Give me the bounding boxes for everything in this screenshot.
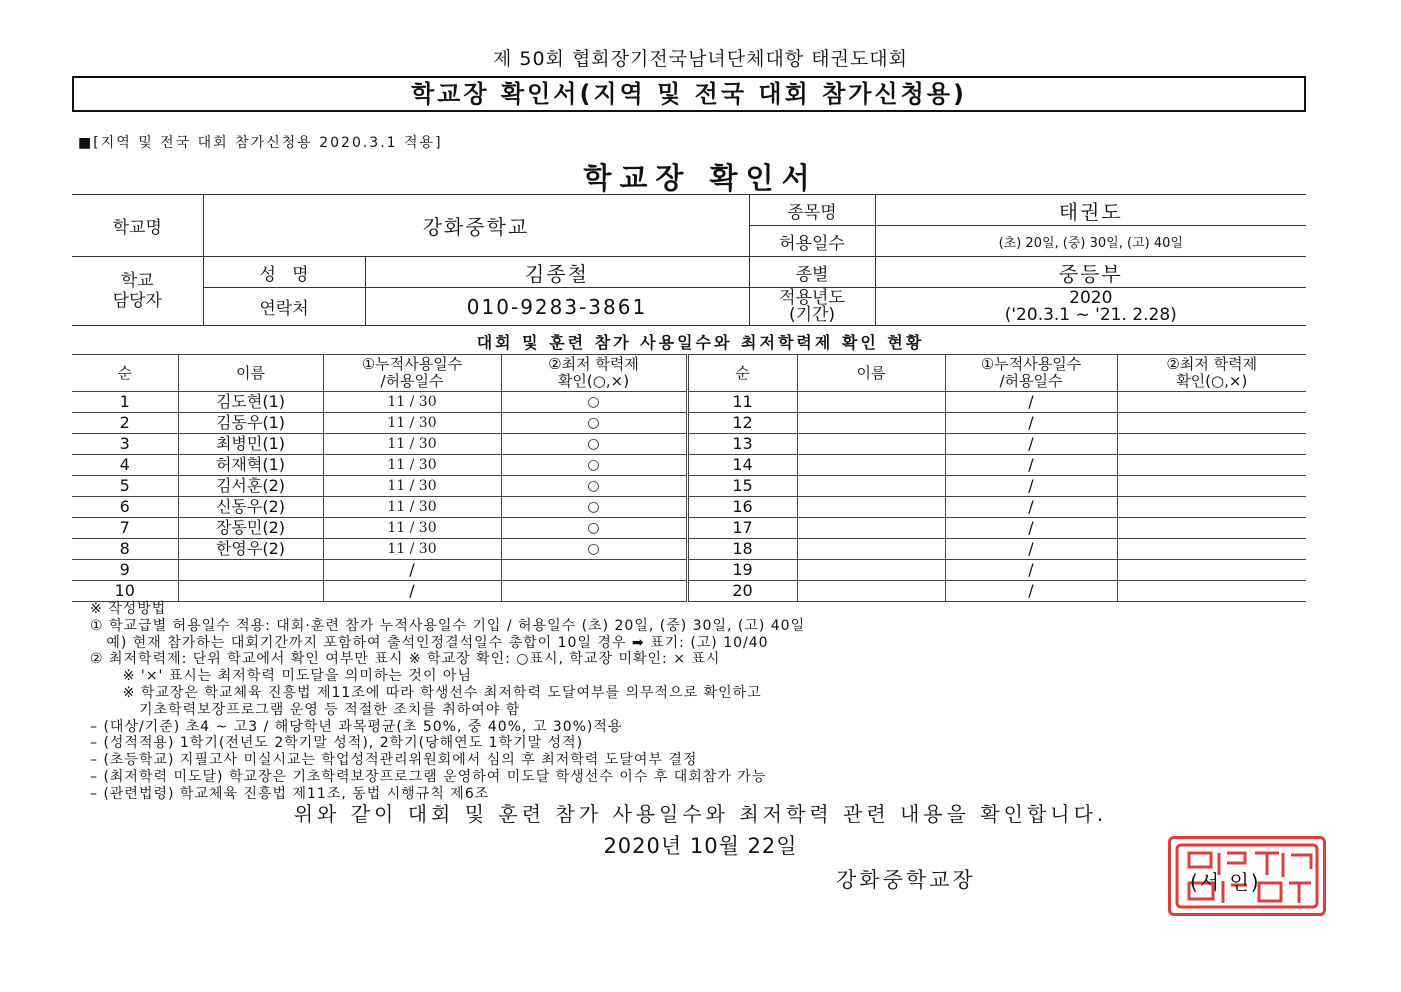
row-name: 장동민(2) [178,518,323,539]
school-name-value: 강화중학교 [203,195,749,257]
table-row [72,455,1306,476]
name-label: 성 명 [203,257,365,288]
row-no: 3 [72,434,178,455]
manager-label: 학교 담당자 [72,257,203,326]
row-no: 16 [687,497,797,518]
row-check [1117,455,1306,476]
note-line: – (초등학교) 지필고사 미실시교는 학업성적관리위원회에서 심의 후 최저학력 도달여부 결정 [90,752,698,769]
row-check: ○ [501,392,687,413]
row-no: 11 [687,392,797,413]
event-label: 종목명 [749,195,875,226]
allowed-days-value: (초) 20일, (중) 30일, (고) 40일 [875,226,1306,257]
row-days: / [945,560,1117,581]
row-name: 김동우(1) [178,413,323,434]
year-label: 적용년도 (기간) [749,288,875,326]
note-line: ① 학교급별 허용일수 적용: 대회·훈련 참가 누적사용일수 기입 / 허용일수 (초) 20일, (중) 30일, (고) 40일 [90,617,806,634]
row-name [797,539,945,560]
row-check: ○ [501,476,687,497]
instructions [90,601,1310,803]
note-line: ※ 학교장은 학교체육 진흥법 제11조에 따라 학생선수 최저학력 도달여부를 의무적으로 확인하고 [90,684,762,701]
row-name [797,560,945,581]
principal-name: 강화중학교장 [836,868,976,892]
row-no: 19 [687,560,797,581]
issue-date: 2020년 10월 22일 [603,834,798,858]
event-title: 제 50회 협회장기전국남녀단체대항 태권도대회 [492,48,909,70]
year-value: 2020 ('20.3.1 ~ '21. 2.28) [875,288,1306,326]
header-check-right: ②최저 학력제 확인(○,×) [1117,355,1306,392]
row-check [1117,581,1306,602]
row-name: 한영우(2) [178,539,323,560]
row-name [797,434,945,455]
header-no-left: 순 [72,355,178,392]
header-no-right: 순 [687,355,797,392]
row-check: ○ [501,455,687,476]
table-row [72,497,1306,518]
header-check-left: ②최저 학력제 확인(○,×) [501,355,687,392]
row-name [178,560,323,581]
row-days: / [945,392,1117,413]
header-days-left: ①누적사용일수 /허용일수 [323,355,501,392]
table-row [72,392,1306,413]
row-check: ○ [501,518,687,539]
row-no: 20 [687,581,797,602]
row-no: 14 [687,455,797,476]
row-days: 11 / 30 [323,434,501,455]
row-no: 9 [72,560,178,581]
row-days: 11 / 30 [323,476,501,497]
allowed-days-label: 허용일수 [749,226,875,257]
row-check [1117,434,1306,455]
document-title-box: 학교장 확인서(지역 및 전국 대회 참가신청용) [72,76,1306,112]
row-no: 10 [72,581,178,602]
type-label: 종별 [749,257,875,288]
row-name [797,581,945,602]
event-value: 태권도 [875,195,1306,226]
note-line: 기초학력보장프로그램 운영 등 적절한 조치를 취하여야 함 [90,701,521,718]
row-check [1117,476,1306,497]
name-value: 김종철 [365,257,749,288]
row-days: / [945,455,1117,476]
row-check [1117,539,1306,560]
status-table [72,354,1306,602]
table-row [72,413,1306,434]
row-days: / [945,581,1117,602]
row-days: / [945,413,1117,434]
row-no: 13 [687,434,797,455]
row-name: 최병민(1) [178,434,323,455]
row-no: 1 [72,392,178,413]
row-no: 12 [687,413,797,434]
row-days: / [945,497,1117,518]
table-row [72,518,1306,539]
table-row [72,560,1306,581]
row-days: 11 / 30 [323,392,501,413]
row-check: ○ [501,413,687,434]
row-name [797,476,945,497]
signature-mark: (서 인) [1190,870,1261,894]
row-name [178,581,323,602]
school-info-table [72,194,1306,326]
row-check: ○ [501,539,687,560]
row-days: / [323,581,501,602]
row-no: 4 [72,455,178,476]
row-no: 6 [72,497,178,518]
row-check [1117,560,1306,581]
row-no: 5 [72,476,178,497]
note-line: ※ '×' 표시는 최저학력 미도달을 의미하는 것이 아님 [90,668,472,685]
table-row [72,476,1306,497]
row-name [797,455,945,476]
row-days: 11 / 30 [323,455,501,476]
note-line: – (관련법령) 학교체육 진흥법 제11조, 동법 시행규칙 제6조 [90,785,490,802]
row-days: 11 / 30 [323,539,501,560]
row-days: / [945,539,1117,560]
row-days: 11 / 30 [323,413,501,434]
table-row [72,539,1306,560]
row-name [797,392,945,413]
contact-label: 연락처 [203,288,365,326]
row-check [1117,497,1306,518]
row-days: 11 / 30 [323,497,501,518]
row-name [797,497,945,518]
row-check [1117,518,1306,539]
table-row [72,434,1306,455]
row-name: 김서훈(2) [178,476,323,497]
header-days-right: ①누적사용일수 /허용일수 [945,355,1117,392]
row-no: 8 [72,539,178,560]
row-no: 7 [72,518,178,539]
row-name [797,413,945,434]
school-name-label: 학교명 [72,195,203,257]
row-no: 15 [687,476,797,497]
header-name-left: 이름 [178,355,323,392]
note-line: ※ 작성방법 [90,601,167,617]
row-days: 11 / 30 [323,518,501,539]
confirmation-statement: 위와 같이 대회 및 훈련 참가 사용일수와 최저학력 관련 내용을 확인합니다. [293,802,1108,826]
row-check [1117,392,1306,413]
note-line: – (최저학력 미도달) 학교장은 기초학력보장프로그램 운영하여 미도달 학생선수 이수 후 대회참가 가능 [90,768,767,785]
row-name: 신동우(2) [178,497,323,518]
note-line: ② 최저학력제: 단위 학교에서 확인 여부만 표시 ※ 학교장 확인: ○표시, 학교장 미확인: × 표시 [90,651,721,668]
row-no: 18 [687,539,797,560]
note-line: 예) 현재 참가하는 대회기간까지 포함하여 출석인정결석일수 총합이 10일 경우 ➡ 표기: (고) 10/40 [90,634,769,651]
row-days: / [945,476,1117,497]
status-title: 대회 및 훈련 참가 사용일수와 최저학력제 확인 현황 [476,333,925,352]
row-name: 김도현(1) [178,392,323,413]
row-check [501,560,687,581]
row-days: / [323,560,501,581]
row-no: 2 [72,413,178,434]
row-check: ○ [501,434,687,455]
main-title: 학교장 확인서 [583,161,818,195]
row-check [501,581,687,602]
note-line: – (성적적용) 1학기(전년도 2학기말 성적), 2학기(당해연도 1학기말 성적) [90,735,584,752]
table-row [72,581,1306,602]
row-days: / [945,434,1117,455]
form-note: ■[지역 및 전국 대회 참가신청용 2020.3.1 적용] [78,135,443,151]
row-check: ○ [501,497,687,518]
row-no: 17 [687,518,797,539]
row-check [1117,413,1306,434]
contact-value: 010-9283-3861 [365,288,749,326]
note-line: – (대상/기준) 초4 ~ 고3 / 해당학년 과목평균(초 50%, 중 40%, 고 30%)적용 [90,718,623,735]
row-name: 허재혁(1) [178,455,323,476]
type-value: 중등부 [875,257,1306,288]
row-days: / [945,518,1117,539]
header-name-right: 이름 [797,355,945,392]
row-name [797,518,945,539]
